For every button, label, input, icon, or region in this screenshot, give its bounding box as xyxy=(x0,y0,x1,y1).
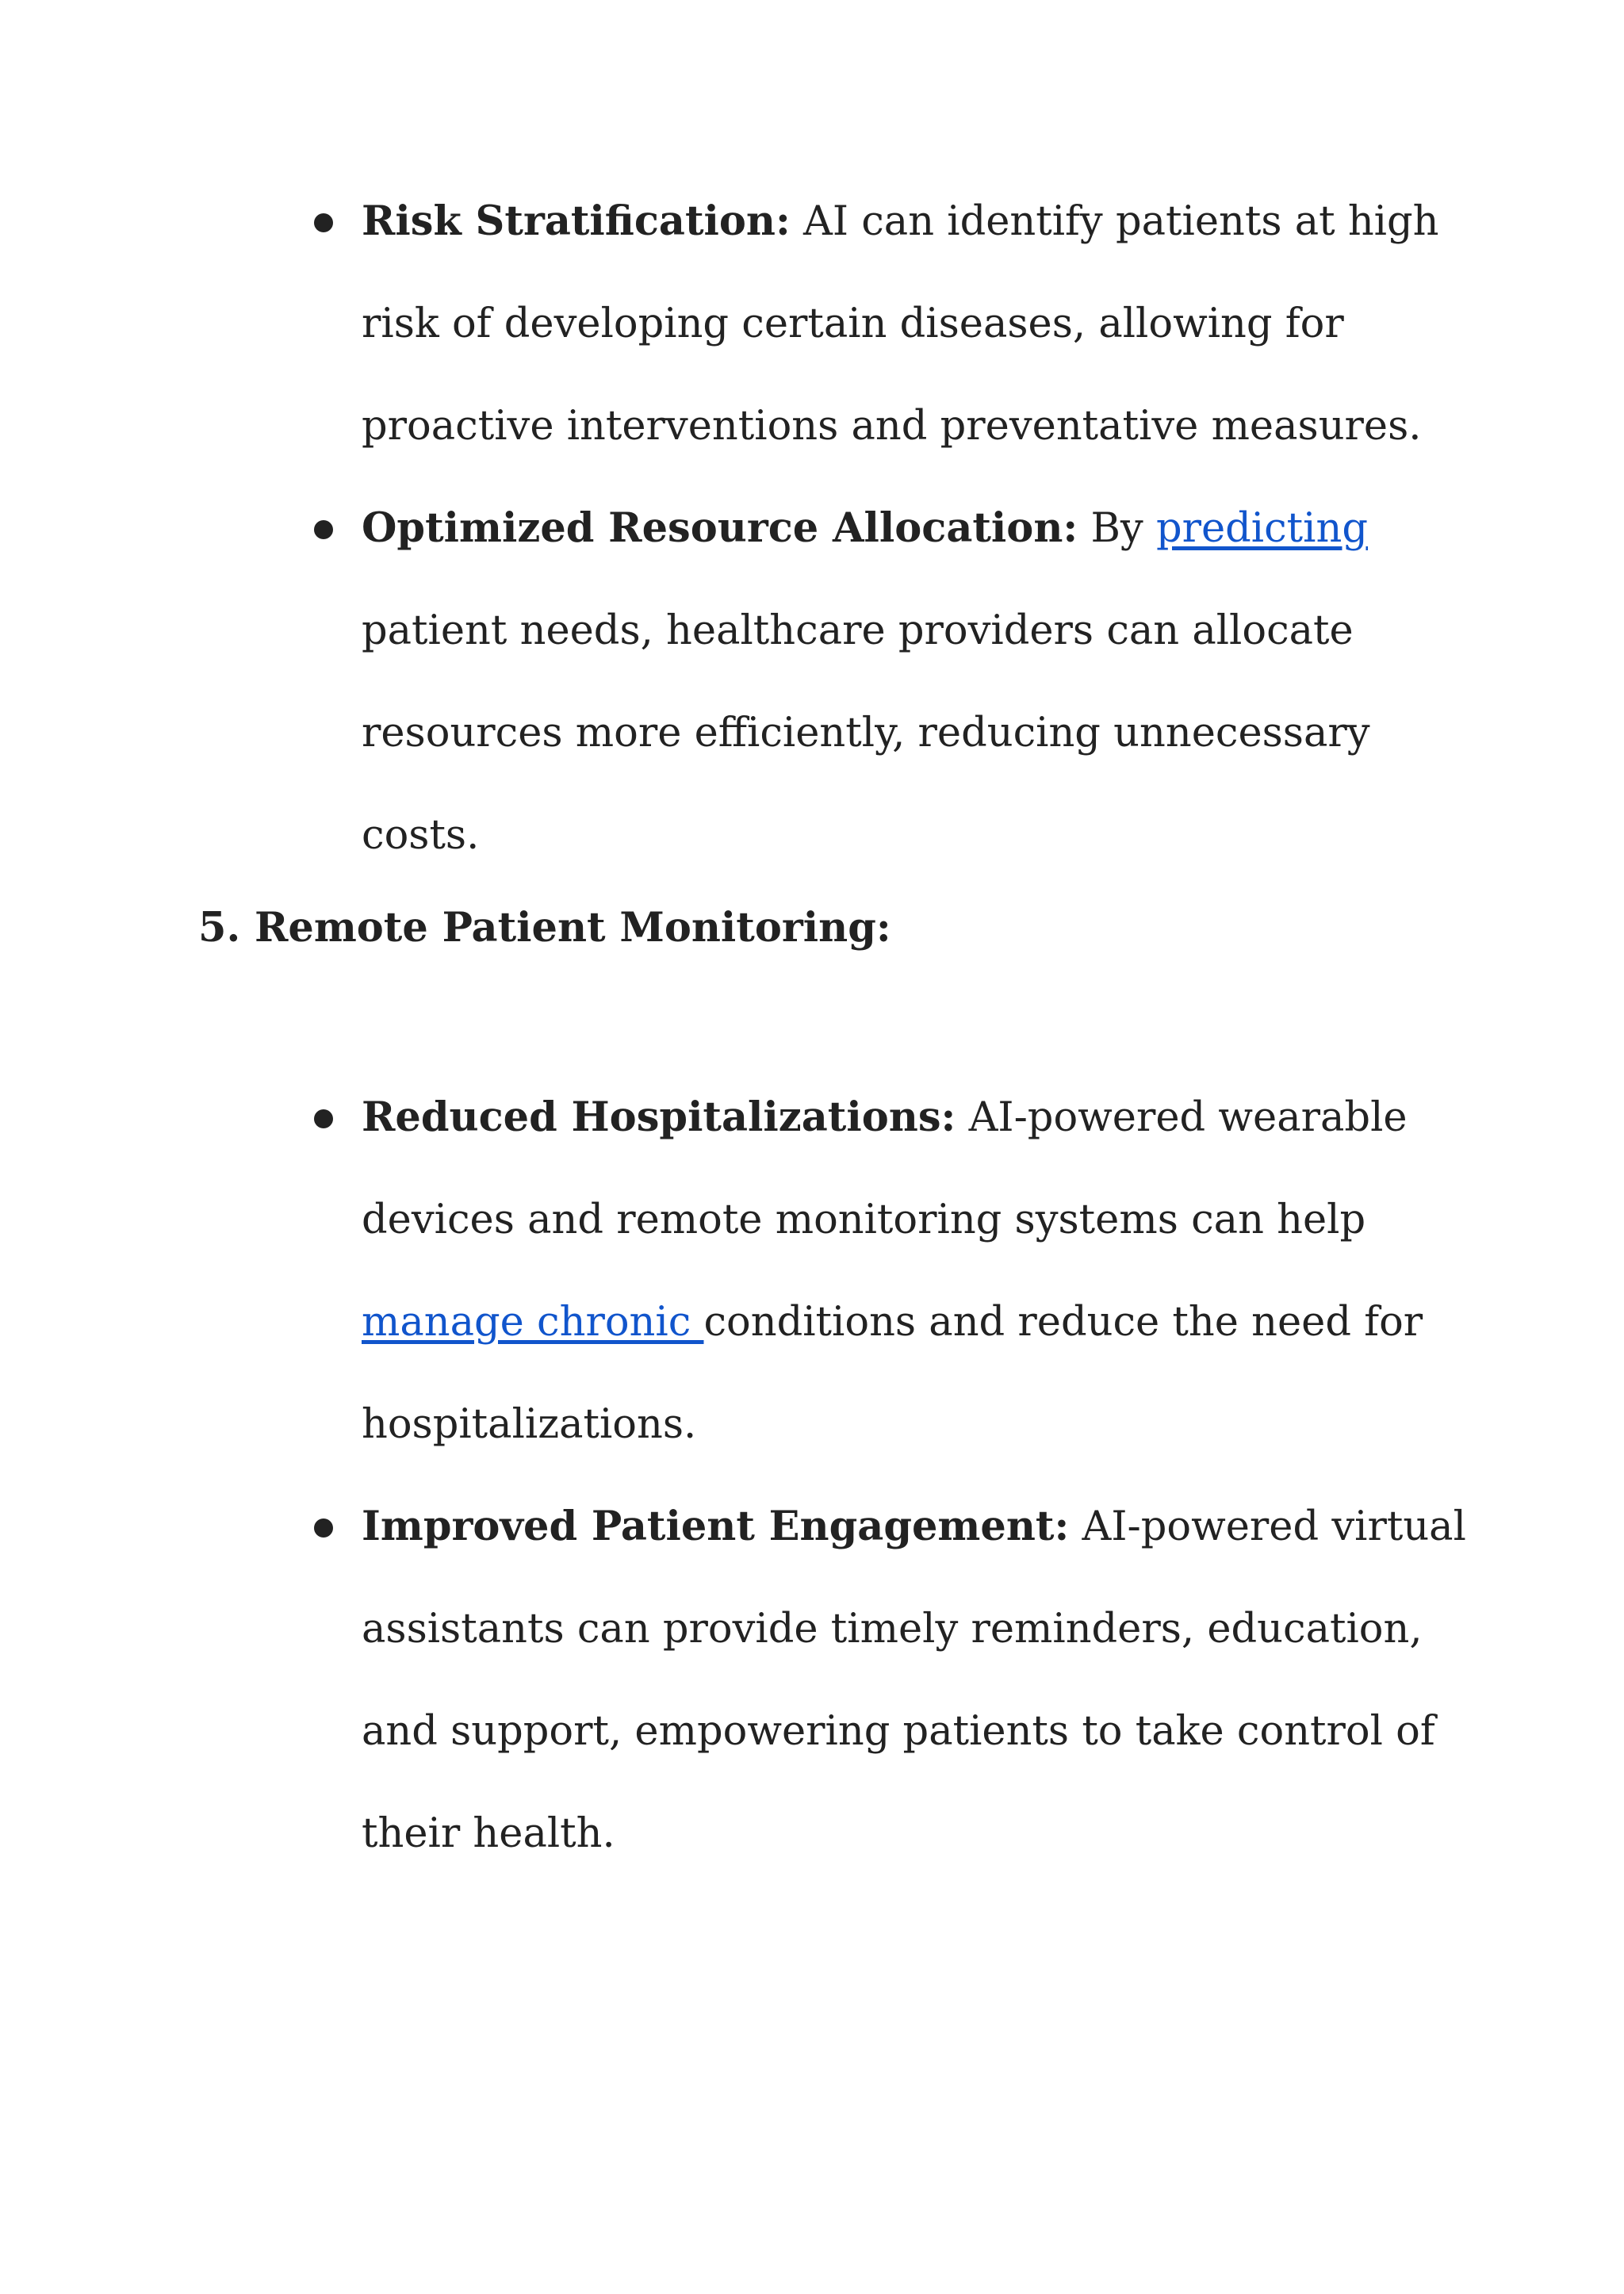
item-term: Reduced Hospitalizations: xyxy=(362,1093,956,1141)
item-text: AI-powered virtual assistants can provide timely reminders, education, and support, empowering patients to take control of their health. xyxy=(362,1503,1466,1857)
bullet-icon xyxy=(314,1109,333,1128)
list-item-patient-engagement xyxy=(362,1476,1472,1885)
item-text: AI can identify patients at high risk of developing certain diseases, allowing for proactive interventions and preventative measures. xyxy=(362,198,1439,450)
item-term: Risk Stratification: xyxy=(362,197,791,245)
item-text-post: patient needs, healthcare providers can allocate resources more efficiently, reducing unnecessary costs. xyxy=(362,607,1370,859)
bullet-icon xyxy=(314,520,333,539)
item-term: Optimized Resource Allocation: xyxy=(362,504,1078,552)
bullet-list-remote-monitoring xyxy=(362,1067,1472,1885)
item-text-pre: By xyxy=(1078,505,1156,552)
item-term: Improved Patient Engagement: xyxy=(362,1503,1070,1550)
item-text-post: conditions and reduce the need for hospitalizations. xyxy=(362,1299,1423,1448)
list-item-resource-allocation xyxy=(362,477,1472,887)
bullet-icon xyxy=(314,213,333,232)
link-predicting[interactable]: predicting xyxy=(1155,505,1368,552)
bullet-icon xyxy=(314,1518,333,1538)
list-item-risk-stratification xyxy=(362,170,1472,477)
list-item-reduced-hospitalizations xyxy=(362,1067,1472,1476)
item-text-pre: AI-powered wearable devices and remote monitoring systems can help xyxy=(362,1094,1408,1243)
bullet-list-predictive xyxy=(362,170,1472,887)
link-manage-chronic[interactable]: manage chronic xyxy=(362,1299,704,1346)
section-heading-remote-monitoring: 5. Remote Patient Monitoring: xyxy=(198,904,891,952)
